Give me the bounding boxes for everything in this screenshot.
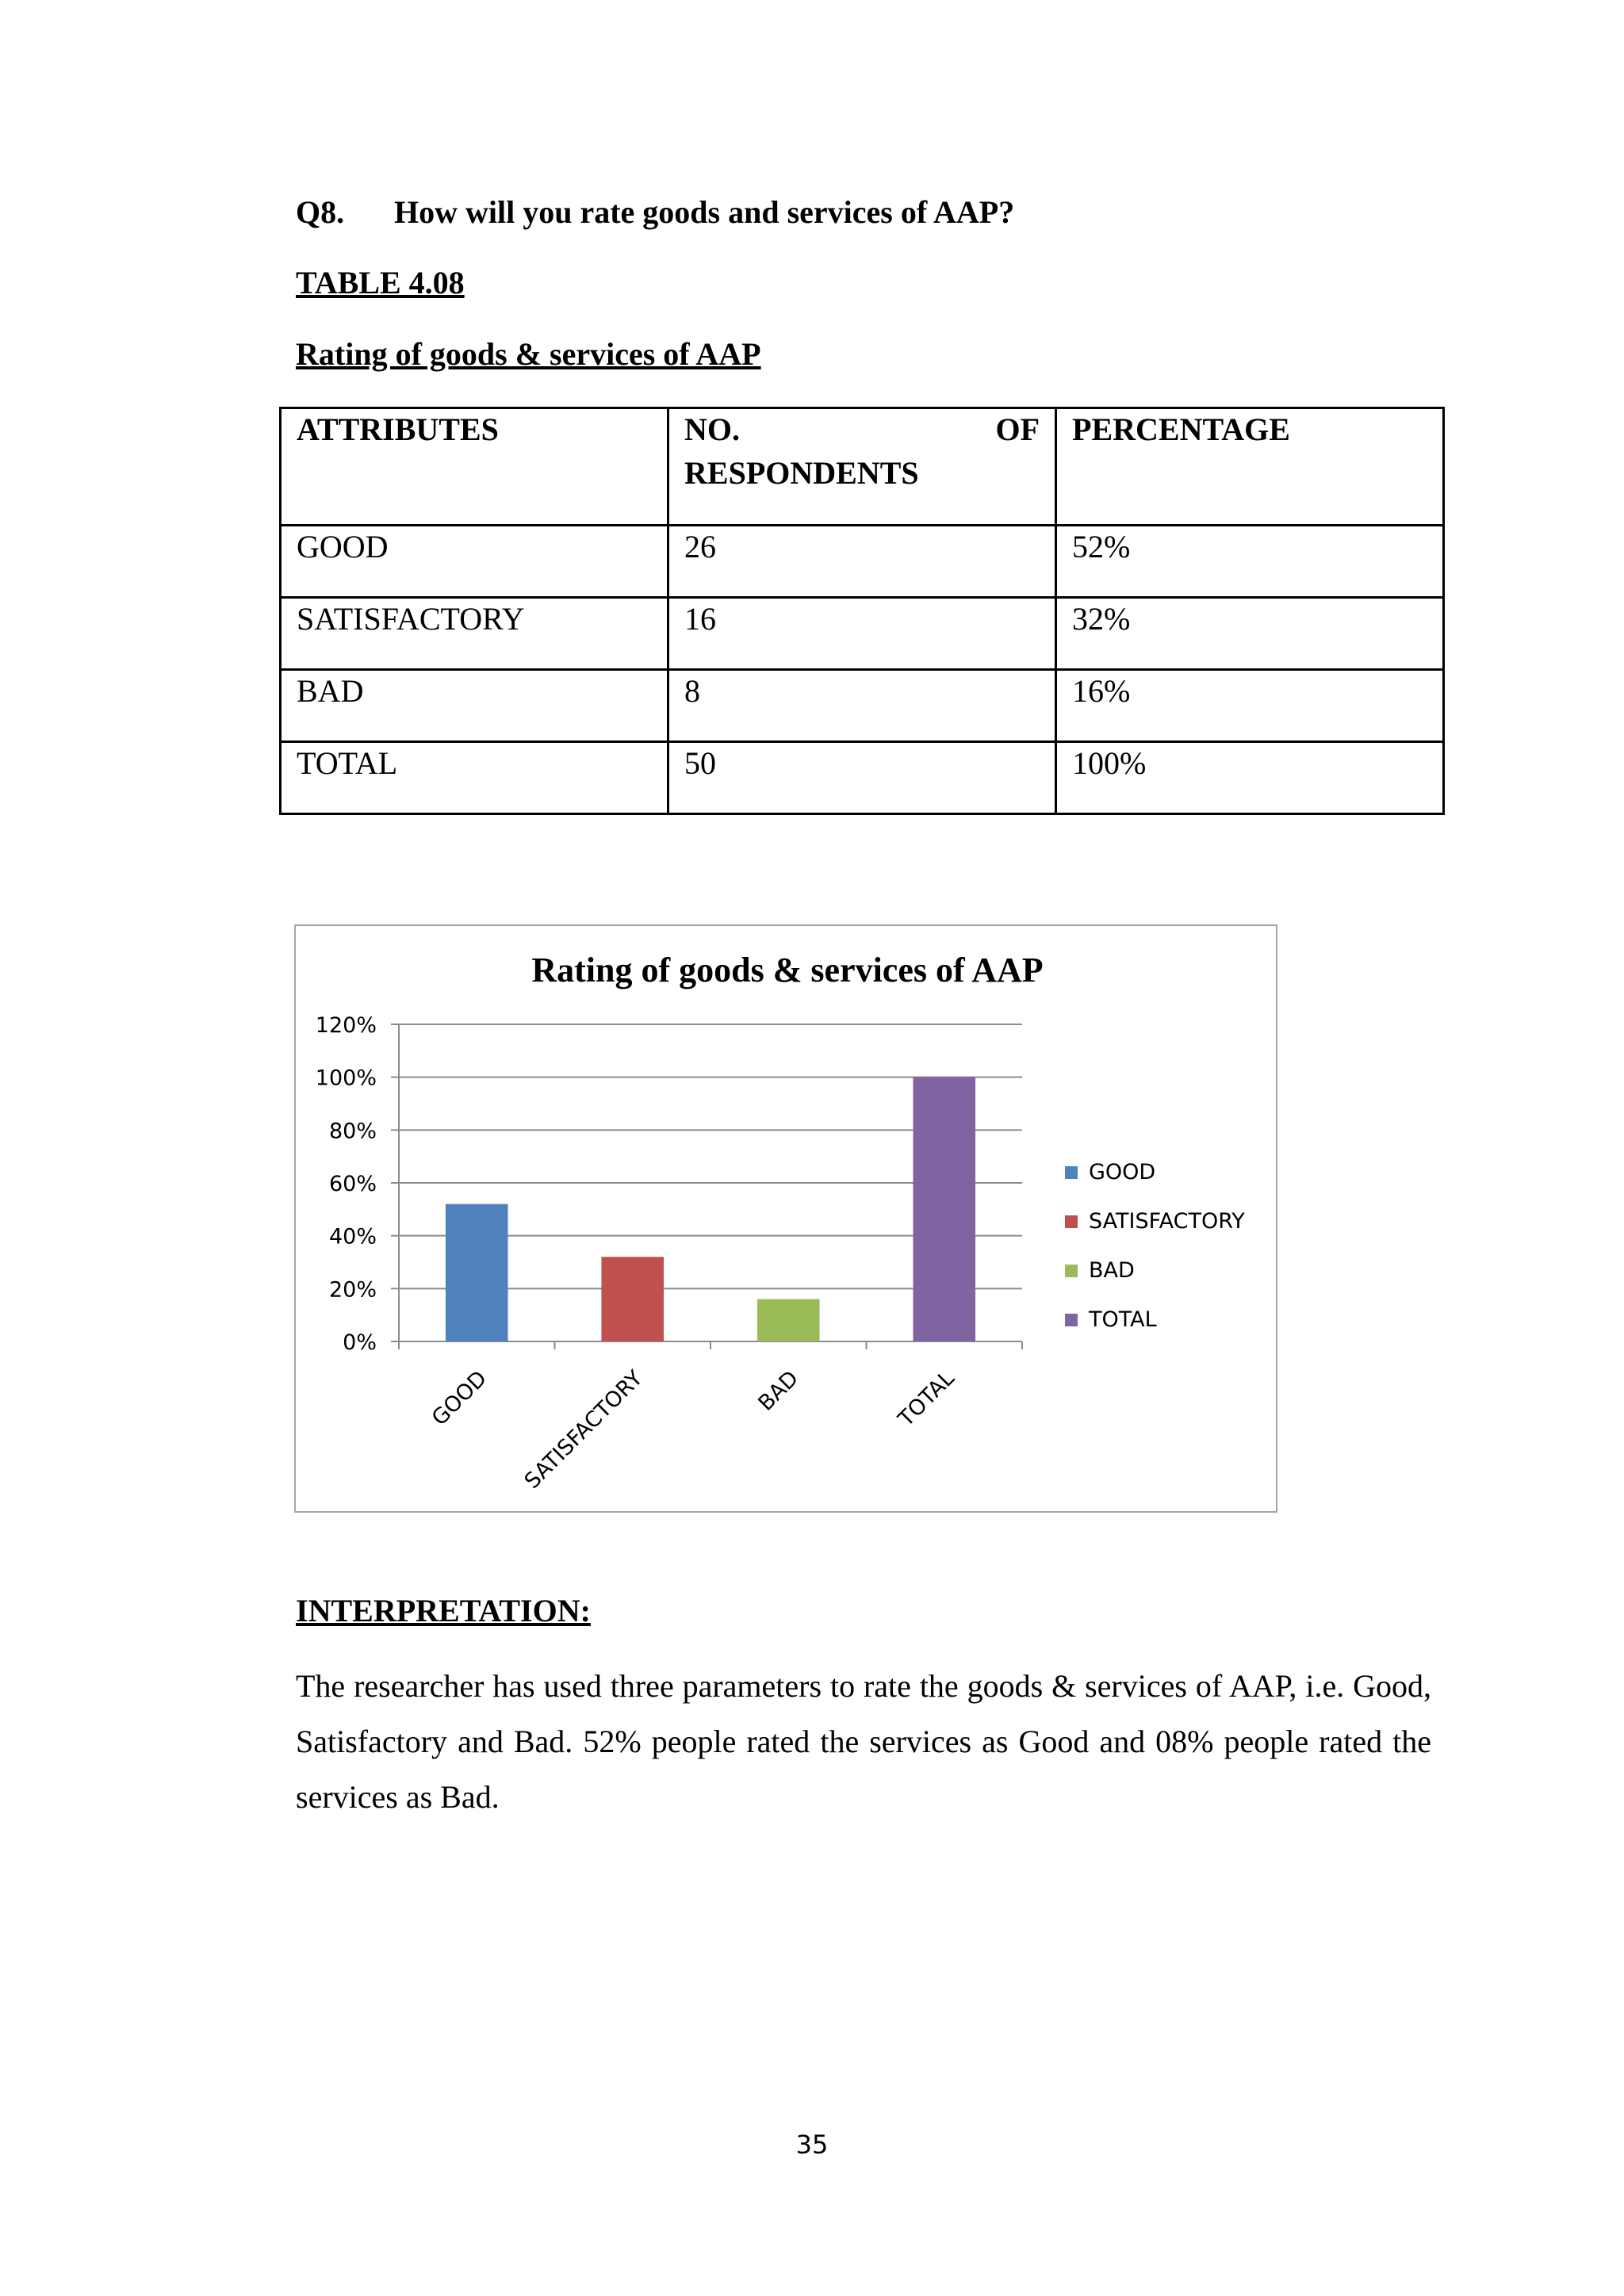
legend-label: SATISFACTORY	[1089, 1209, 1245, 1234]
legend-label: TOTAL	[1089, 1307, 1157, 1332]
bar-satisfactory	[601, 1257, 664, 1341]
header-percentage: PERCENTAGE	[1056, 408, 1444, 526]
cell-percentage: 32%	[1056, 598, 1444, 670]
bar-bad	[757, 1299, 820, 1341]
respondents-table	[279, 407, 1445, 815]
question-number: Q8.	[296, 194, 345, 230]
y-tick-label: 60%	[328, 1172, 377, 1196]
y-tick-label: 40%	[328, 1224, 377, 1249]
table-header-row	[281, 408, 1444, 526]
interpretation-paragraph: The researcher has used three parameters to rate the goods & services of AAP, i.e. Good, Satisfactory and Bad. 52% people rated the services as Good and 08% people rated the services as Bad.	[296, 1668, 1431, 1815]
x-tick-label: TOTAL	[894, 1366, 959, 1432]
table-row	[281, 670, 1444, 742]
header-respondents	[668, 408, 1056, 526]
legend-label: GOOD	[1089, 1160, 1156, 1184]
table-row	[281, 526, 1444, 598]
cell-respondents: 50	[668, 742, 1056, 814]
bar-chart-svg	[296, 926, 1279, 1514]
header-attributes: ATTRIBUTES	[281, 408, 668, 526]
cell-respondents: 26	[668, 526, 1056, 598]
interpretation-heading: INTERPRETATION:	[296, 1593, 591, 1628]
cell-percentage: 100%	[1056, 742, 1444, 814]
x-tick-label: SATISFACTORY	[519, 1366, 648, 1494]
question-heading	[296, 193, 1014, 231]
legend-swatch	[1065, 1265, 1078, 1277]
cell-percentage: 52%	[1056, 526, 1444, 598]
table-caption: TABLE 4.08	[296, 265, 465, 300]
bar-chart	[294, 924, 1277, 1513]
header-of: OF	[995, 411, 1040, 447]
y-tick-label: 120%	[315, 1013, 377, 1038]
cell-attribute: BAD	[281, 670, 668, 742]
cell-attribute: TOTAL	[281, 742, 668, 814]
table-row	[281, 742, 1444, 814]
page-number: 35	[795, 2130, 829, 2160]
y-tick-label: 20%	[328, 1277, 377, 1303]
bar-good	[446, 1204, 508, 1341]
cell-attribute: GOOD	[281, 526, 668, 598]
x-tick-label: BAD	[753, 1366, 804, 1416]
header-no: NO.	[684, 411, 740, 447]
legend-swatch	[1065, 1166, 1078, 1179]
table-row	[281, 598, 1444, 670]
table-subtitle: Rating of goods & services of AAP	[296, 336, 761, 372]
legend-label: BAD	[1089, 1258, 1135, 1283]
legend-swatch	[1065, 1314, 1078, 1326]
y-tick-label: 0%	[343, 1330, 377, 1355]
cell-percentage: 16%	[1056, 670, 1444, 742]
cell-respondents: 16	[668, 598, 1056, 670]
header-respondents-label: RESPONDENTS	[684, 455, 919, 491]
cell-respondents: 8	[668, 670, 1056, 742]
y-tick-label: 100%	[315, 1066, 377, 1091]
y-tick-label: 80%	[328, 1119, 377, 1144]
cell-attribute: SATISFACTORY	[281, 598, 668, 670]
x-tick-label: GOOD	[427, 1366, 492, 1431]
chart-title: Rating of goods & services of AAP	[531, 951, 1044, 989]
question-text: How will you rate goods and services of AAP?	[394, 194, 1015, 230]
legend-swatch	[1065, 1215, 1078, 1228]
bar-total	[913, 1077, 975, 1341]
